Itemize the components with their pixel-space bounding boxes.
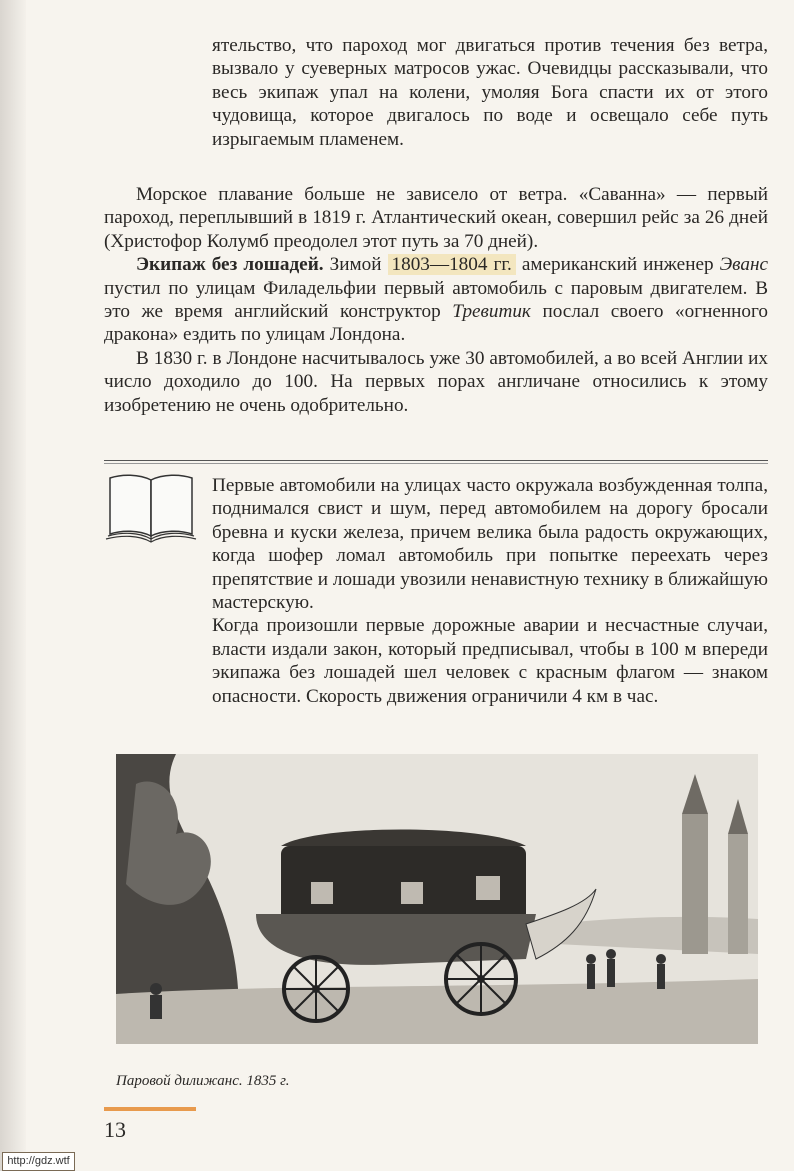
- quote-continuation: [212, 34, 768, 151]
- paragraph-london-cars: В 1830 г. в Лондоне насчитывалось уже 30 автомобилей, а во всей Англии их число доходило до 100. На первых порах англичане относились к этому изобретению не очень одобрительно.: [104, 347, 768, 416]
- info-note: [212, 474, 768, 708]
- watermark-link[interactable]: http://gdz.wtf: [2, 1152, 75, 1171]
- steam-stagecoach-illustration: [116, 754, 758, 1044]
- text-fragment: пустил по улицам Филадельфии первый автомобиль с паровым двигателем. В это же время английский конструктор: [104, 277, 768, 323]
- main-text: [104, 183, 768, 417]
- paragraph-horseless-carriage: [104, 253, 768, 347]
- paragraph-savannah: Морское плавание больше не зависело от ветра. «Саванна» — первый пароход, переплывший в 1819 г. Атлантический океан, совершил рейс за 26 дней (Христофор Колумб преодолел этот путь за 70 дней).: [104, 184, 768, 252]
- name-trevithick: Тревитик: [452, 301, 531, 323]
- name-evans: Эванс: [719, 254, 768, 276]
- page-spine-shadow: [0, 0, 26, 1171]
- highlighted-date: 1803—1804 гг.: [388, 254, 516, 275]
- text-fragment: послал своего «огненного дракона» ездить по улицам Лондона.: [104, 301, 769, 346]
- open-book-icon: [104, 470, 198, 548]
- divider-top: [104, 460, 768, 461]
- page-number-accent-bar: [104, 1107, 196, 1111]
- note-paragraph-1: Первые автомобили на улицах часто окружала возбужденная толпа, поднимался свист и шум, перед автомобилем на дорогу бросали бревна и куски железа, причем велика была радость окружающих, когда шофер ломал автомобиль при попытке переехать через препятствие и лошади увозили ненавистную технику в ближайшую мастерскую.: [212, 475, 768, 614]
- illustration-caption: Паровой дилижанс. 1835 г.: [116, 1073, 290, 1089]
- note-paragraph-2: Когда произошли первые дорожные аварии и несчастные случаи, власти издали закон, который предписывал, чтобы в 100 м впереди экипажа без лошадей шел человек с красным флагом — знаком опасности. Скорость движения ограничили 4 км в час.: [212, 615, 768, 707]
- section-heading: Экипаж без лошадей.: [136, 254, 324, 276]
- divider-top-thin: [104, 463, 768, 464]
- text-fragment: Зимой: [323, 254, 388, 276]
- page-number: 13: [104, 1117, 126, 1142]
- quote-text: ятельство, что пароход мог двигаться против течения без ветра, вызвало у суеверных матросов ужас. Очевидцы рассказывали, что весь экипаж упал на колени, умоляя Бога спасти их от этого чудовища, которое двигалось по воде и освещало себе путь изрыгаемым пламенем.: [212, 35, 768, 150]
- text-fragment: американский инженер: [515, 254, 720, 276]
